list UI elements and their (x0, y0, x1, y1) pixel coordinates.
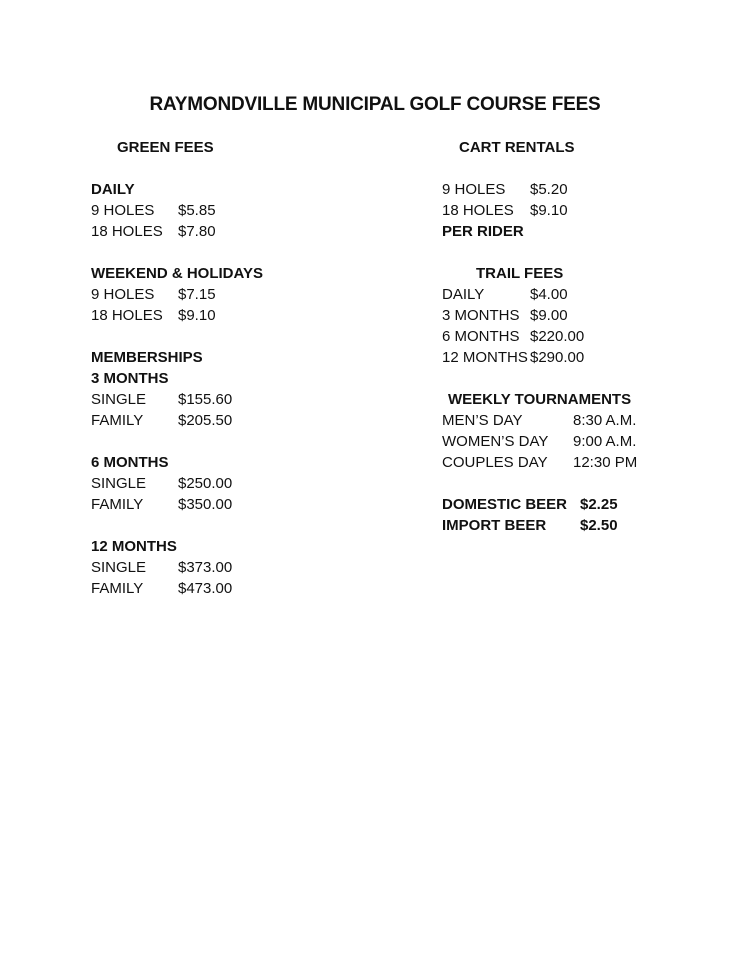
trail-row-price: $290.00 (530, 349, 585, 366)
daily-row-name: 18 HOLES (91, 223, 163, 240)
membership-row-name: SINGLE (91, 391, 147, 408)
beer-row-name: IMPORT BEER (442, 517, 547, 534)
membership-row-name: SINGLE (91, 475, 147, 492)
page-title: RAYMONDVILLE MUNICIPAL GOLF COURSE FEES (149, 94, 601, 115)
trail-row-name: DAILY (442, 286, 485, 303)
weekend-row-name: 18 HOLES (91, 307, 163, 324)
weekend-row-name: 9 HOLES (91, 286, 155, 303)
tournament-row-time: 8:30 A.M. (573, 412, 637, 429)
trail-row-name: 6 MONTHS (442, 328, 520, 345)
tournament-row-name: COUPLES DAY (442, 454, 548, 471)
membership-row-price: $350.00 (178, 496, 233, 513)
membership-term-label: 12 MONTHS (91, 538, 177, 555)
daily-row-price: $5.85 (178, 202, 216, 219)
cart-row-name: 9 HOLES (442, 181, 506, 198)
trail-row-price: $9.00 (530, 307, 568, 324)
weekly-tournaments-heading: WEEKLY TOURNAMENTS (448, 391, 632, 408)
cart-rentals-heading: CART RENTALS (459, 139, 575, 156)
membership-term-label: 3 MONTHS (91, 370, 169, 387)
weekend-row-price: $9.10 (178, 307, 216, 324)
green-fees-heading: GREEN FEES (117, 139, 214, 156)
trail-row-name: 3 MONTHS (442, 307, 520, 324)
cart-note: PER RIDER (442, 223, 524, 240)
cart-row-price: $5.20 (530, 181, 568, 198)
beer-row-price: $2.25 (580, 496, 618, 513)
membership-row-price: $155.60 (178, 391, 233, 408)
membership-row-name: FAMILY (91, 580, 144, 597)
trail-fees-heading: TRAIL FEES (476, 265, 564, 282)
membership-row-price: $373.00 (178, 559, 233, 576)
cart-row-name: 18 HOLES (442, 202, 514, 219)
daily-label: DAILY (91, 181, 135, 198)
tournament-row-time: 9:00 A.M. (573, 433, 637, 450)
tournament-row-name: WOMEN’S DAY (442, 433, 549, 450)
daily-row-price: $7.80 (178, 223, 216, 240)
membership-row-name: FAMILY (91, 496, 144, 513)
beer-row-name: DOMESTIC BEER (442, 496, 568, 513)
membership-row-price: $250.00 (178, 475, 233, 492)
membership-row-name: FAMILY (91, 412, 144, 429)
daily-row-name: 9 HOLES (91, 202, 155, 219)
membership-term-label: 6 MONTHS (91, 454, 169, 471)
trail-row-price: $4.00 (530, 286, 568, 303)
trail-row-name: 12 MONTHS (442, 349, 528, 366)
tournament-row-name: MEN’S DAY (442, 412, 523, 429)
membership-row-name: SINGLE (91, 559, 147, 576)
trail-row-price: $220.00 (530, 328, 585, 345)
membership-row-price: $205.50 (178, 412, 233, 429)
tournament-row-time: 12:30 PM (573, 454, 638, 471)
weekend-label: WEEKEND & HOLIDAYS (91, 265, 263, 282)
membership-row-price: $473.00 (178, 580, 233, 597)
beer-row-price: $2.50 (580, 517, 618, 534)
memberships-label: MEMBERSHIPS (91, 349, 203, 366)
weekend-row-price: $7.15 (178, 286, 216, 303)
cart-row-price: $9.10 (530, 202, 568, 219)
